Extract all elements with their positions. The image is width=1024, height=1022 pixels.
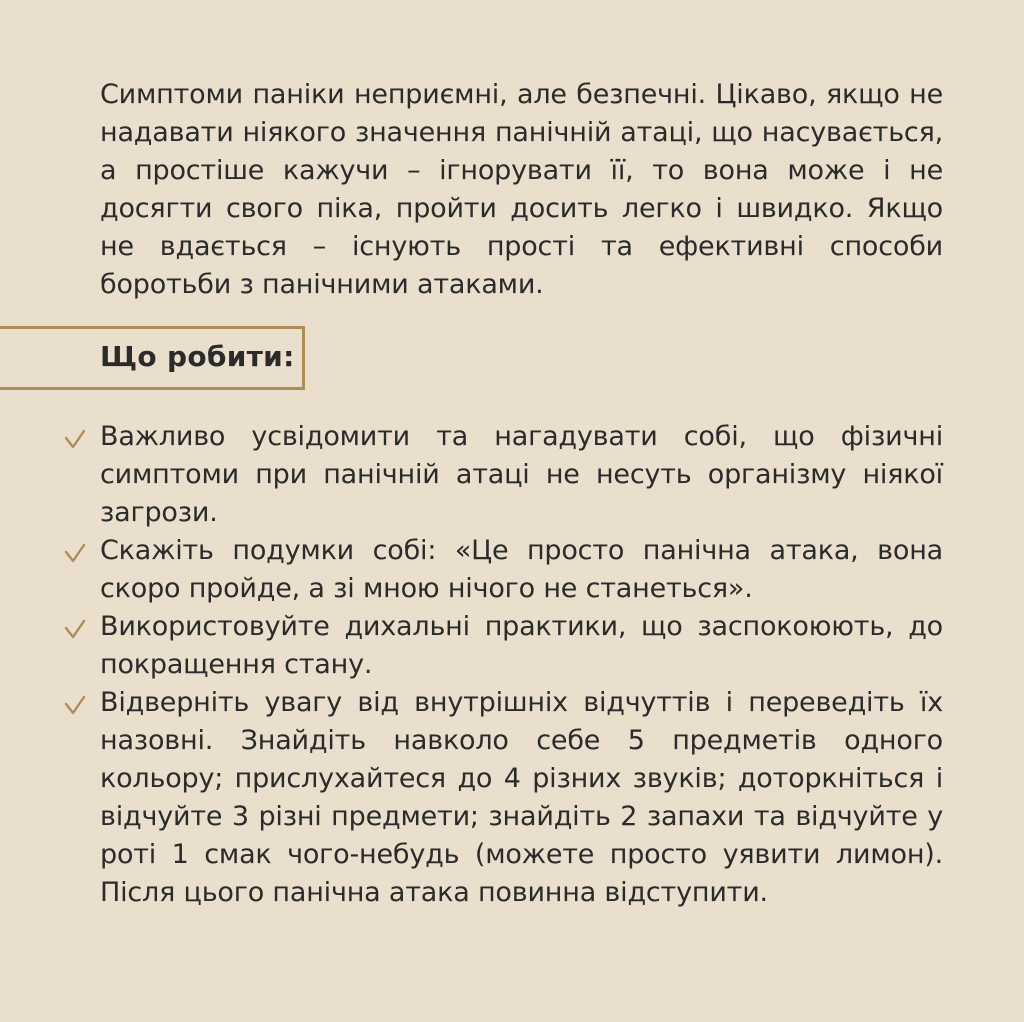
list-item [60,608,943,684]
check-icon [63,693,87,717]
check-icon [63,541,87,565]
list-item [60,684,943,912]
section-heading: Що робити: [100,340,295,373]
tip-text: Використовуйте дихальні практики, що заспокоюють, до покращення стану. [100,611,943,680]
check-icon [63,617,87,641]
tip-text: Відверніть увагу від внутрішніх відчуттів і переведіть їх назовні. Знайдіть навколо себе 5 предметів одного кольору; прислухайтеся до 4 різних звуків; доторкніться і відчуйте 3 різні предмети; знайдіть 2 запахи та відчуйте у роті 1 смак чого-небудь (можете просто уявити лимон). Після цього панічна атака повинна відступити. [100,687,943,908]
tip-text: Важливо усвідомити та нагадувати собі, що фізичні симптоми при панічній атаці не несуть організму ніякої загрози. [100,421,943,528]
intro-paragraph: Симптоми паніки неприємні, але безпечні. Цікаво, якщо не надавати ніякого значення панічній атаці, що насувається, а простіше кажучи – ігнорувати її, то вона може і не досягти свого піка, пройти досить легко і швидко. Якщо не вдається – існують прості та ефективні способи боротьби з панічними атаками. [100,79,943,300]
list-item [60,418,943,532]
list-item [60,532,943,608]
check-icon [63,427,87,451]
tip-text: Скажіть подумки собі: «Це просто панічна атака, вона скоро пройде, а зі мною нічого не станеться». [100,535,943,604]
tips-list [60,418,943,912]
